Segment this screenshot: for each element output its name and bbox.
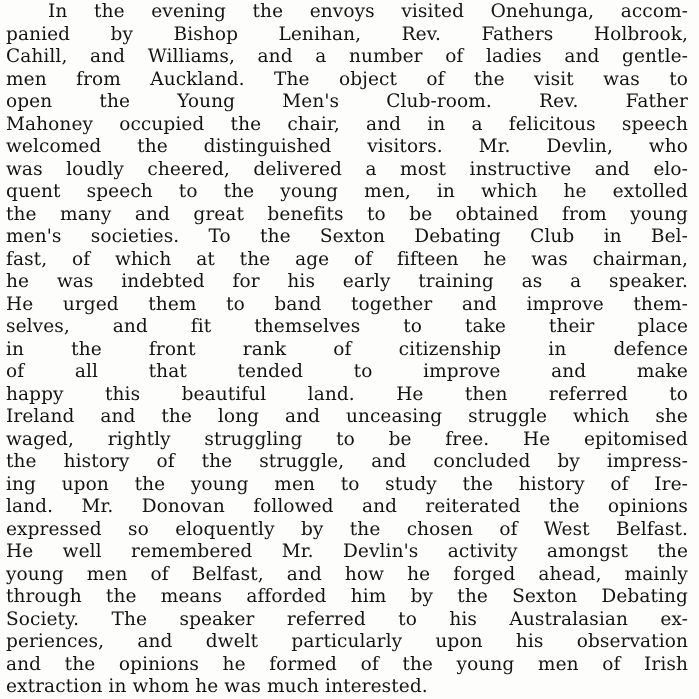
article-line: Mahoney occupied the chair, and in a felicitous speech — [6, 113, 688, 135]
article-line: He well remembered Mr. Devlin's activity amongst the — [6, 541, 688, 562]
article-line: selves, and fit themselves to take their place — [6, 316, 688, 337]
article-line: open the Young Men's Club-room. Rev. Father — [6, 91, 688, 112]
article-line: men from Auckland. The object of the visit was to — [6, 68, 688, 90]
article-line: fast, of which at the age of fifteen he was chairman, — [6, 248, 688, 270]
article-line: young men of Belfast, and how he forged ahead, mainly — [6, 563, 688, 585]
article-line: extraction in whom he was much interested. — [6, 676, 428, 697]
article-line: happy this beautiful land. He then referred to — [6, 383, 688, 405]
article-line: quent speech to the young men, in which he extolled — [6, 181, 688, 202]
article-line: expressed so eloquently by the chosen of West Belfast. — [6, 518, 688, 540]
article-line: the history of the struggle, and concluded by impress- — [6, 451, 688, 472]
article-line: welcomed the distinguished visitors. Mr. Devlin, who — [6, 136, 688, 157]
article-line: Society. The speaker referred to his Australasian ex- — [6, 608, 688, 630]
article-line: Ireland and the long and unceasing struggle which she — [6, 406, 688, 427]
article-line: men's societies. To the Sexton Debating Club in Bel- — [6, 226, 688, 247]
article-line: in the front rank of citizenship in defence — [6, 338, 688, 360]
article-line: panied by Bishop Lenihan, Rev. Fathers Holbrook, — [6, 23, 688, 45]
article-line: ing upon the young men to study the history of Ire- — [6, 473, 688, 495]
article-line: He urged them to band together and improve them- — [6, 293, 688, 315]
article-line: land. Mr. Donovan followed and reiterated the opinions — [6, 496, 688, 517]
article-line: he was indebted for his early training as a speaker. — [6, 271, 688, 292]
article-line: Cahill, and Williams, and a number of ladies and gentle- — [6, 46, 688, 67]
article-line: periences, and dwelt particularly upon his observation — [6, 631, 688, 652]
article-line: the many and great benefits to be obtained from young — [6, 203, 688, 225]
article-line: through the means afforded him by the Sexton Debating — [6, 586, 688, 607]
article-line: was loudly cheered, delivered a most instructive and elo- — [6, 158, 688, 180]
article-line: In the evening the envoys visited Onehunga, accom- — [48, 1, 688, 22]
article-line: of all that tended to improve and make — [6, 361, 688, 382]
article-line: and the opinions he formed of the young men of Irish — [6, 653, 688, 675]
article-line: waged, rightly struggling to be free. He epitomised — [6, 428, 688, 450]
